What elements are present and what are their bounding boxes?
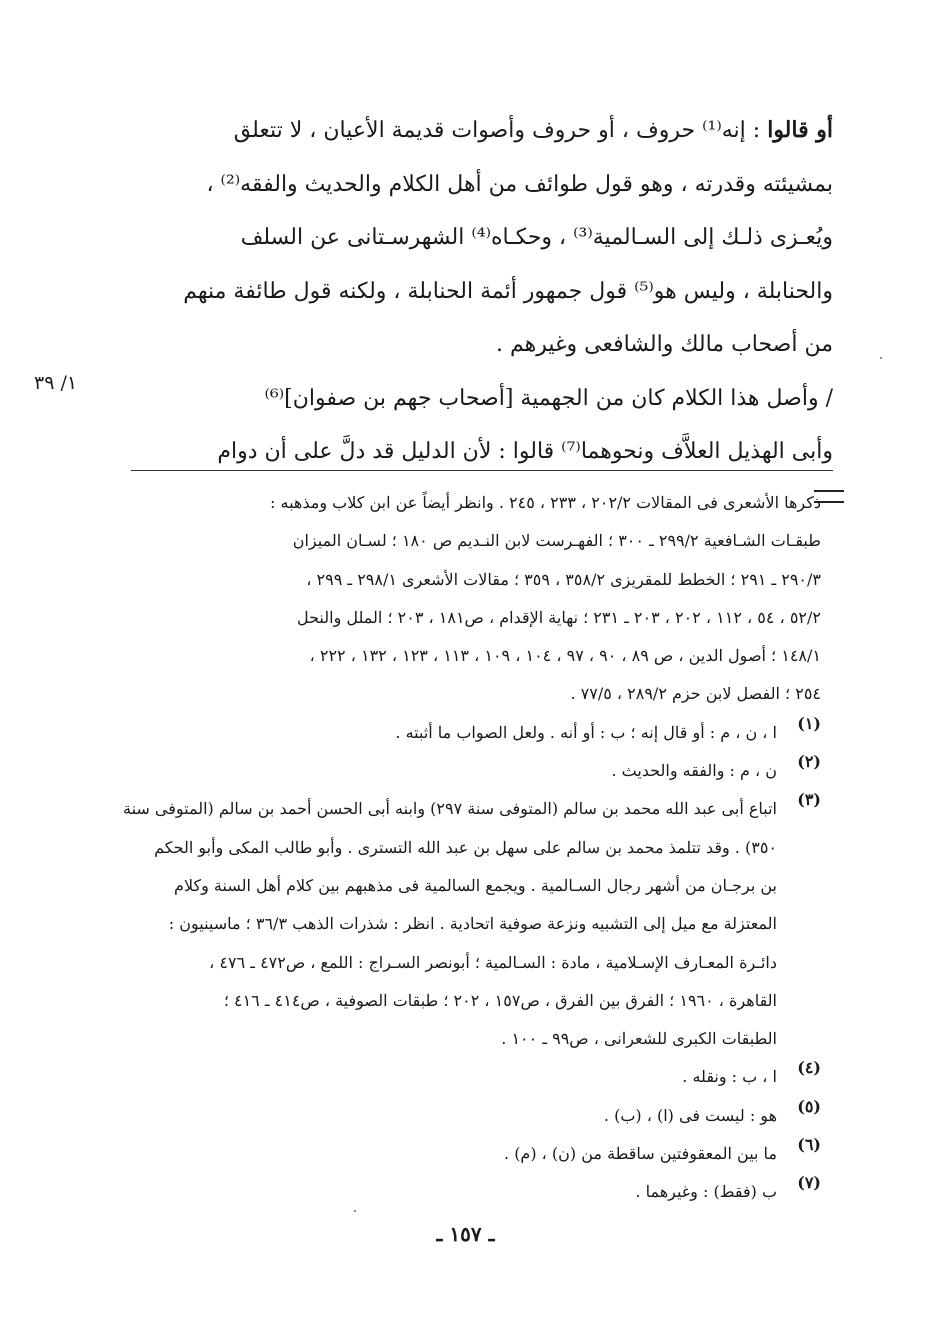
footnote-4 [131,1058,821,1096]
footnote-text: اتباع أبى عبد الله محمد بن سالم (المتوفى سنة ٢٩٧) وابنه أبى الحسن أحمد بن سالم (المتوفى سنة [122,799,777,819]
main-line: / وأصل هذا الكلام كان من الجهمية [أصحاب جهم بن صفوان]⁽⁶⁾ [264,385,833,411]
scan-speck [880,357,882,359]
main-line: من أصحاب مالك والشافعى وغيرهم . [495,332,833,357]
main-line: بمشيئته وقدرته ، وهو قول طوائف من أهل الكلام والحديث والفقه⁽²⁾ ، [206,171,833,197]
footnote-text: ا ، ن ، م : أو قال إنه ؛ ب : أو أنه . ولعل الصواب ما أثبته . [395,722,777,742]
footnote-text: ن ، م : والفقه والحديث . [611,761,777,781]
footnote-continuation-line: طبقـات الشـافعية ٢٩٩/٢ ـ ٣٠٠ ؛ الفهـرست لابن النـديم ص ١٨٠ ؛ لسـان الميزان [292,531,821,551]
footnote-continuation-line: ٥٢/٢ ، ٥٤ ، ١١٢ ، ٢٠٢ ، ٢٠٣ ـ ٢٣١ ؛ نهاية الإقدام ، ص١٨١ ، ٢٠٣ ؛ الملل والنحل [296,607,821,627]
footnote-text: القاهرة ، ١٩٦٠ ؛ الفرق بين الفرق ، ص١٥٧ ، ٢٠٢ ؛ طبقات الصوفية ، ص٤١٤ ـ ٤١٦ ؛ [223,990,777,1010]
footnote-number: (٢) [797,752,821,772]
footnote-7 [131,1173,821,1211]
footnote-number: (٣) [797,790,821,810]
footnote-number: (٥) [797,1096,821,1116]
footnote-continuation-line: ١٤٨/١ ؛ أصول الدين ، ص ٨٩ ، ٩٠ ، ٩٧ ، ١٠٤ ، ١٠٩ ، ١١٣ ، ١٢٣ ، ١٣٢ ، ٢٢٢ ، [309,646,821,666]
main-text [131,104,833,479]
footnote-text: بن برجـان من أشهر رجال السـالمية . ويجمع السالمية فى مذهبهم بين كلام أهل السنة وكلام [174,875,777,895]
footnote-divider [131,470,833,471]
lead-phrase: أو قالوا [767,117,833,143]
margin-reference: ١/ ٣٩ [34,372,78,394]
footnote-continuation-line: ذكرها الأشعرى فى المقالات ٢٠٢/٢ ، ٢٣٣ ، ٢٤٥ . وانظر أيضاً عن ابن كلاب ومذهبه : [270,493,821,512]
footnote-5 [131,1097,821,1135]
scan-speck [354,1210,356,1212]
footnote-3 [122,790,821,1058]
footnotes [122,484,821,1212]
footnote-text: ما بين المعقوفتين ساقطة من (ن) ، (م) . [504,1144,777,1164]
footnote-text: الطبقات الكبرى للشعرانى ، ص٩٩ ـ ١٠٠ . [501,1029,777,1049]
footnote-6 [131,1135,821,1173]
footnote-2 [131,752,821,790]
main-line: ويُعـزى ذلـك إلى السـالمية⁽³⁾ ، وحكـاه⁽⁴⁾ الشهرسـتانى عن السلف [240,225,833,250]
footnote-number: (٤) [797,1058,821,1078]
main-line: وأبى الهذيل العلاَّف ونحوهما⁽⁷⁾ قالوا : لأن الدليل قد دلَّ على أن دوام [217,439,833,464]
footnote-number: (١) [797,713,821,733]
footnote-text: دائـرة المعـارف الإسـلامية ، مادة : السـالمية ؛ أبونصر السـراج : اللمع ، ص٤٧٢ ـ ٤٧٦ ، [209,952,777,972]
footnote-continuation-line: ٢٩٠/٣ ـ ٢٩١ ؛ الخطط للمقريزى ٣٥٨/٢ ، ٣٥٩ ؛ مقالات الأشعرى ٢٩٨/١ ـ ٢٩٩ ، [306,569,821,589]
footnote-number: (٦) [797,1135,821,1155]
footnote-text: ٣٥٠) . وقد تتلمذ محمد بن سالم على سهل بن عبد الله التسترى . وأبو طالب المكى وأبو الحكم [154,837,777,857]
footnote-continuation-line: ٢٥٤ ؛ الفصل لابن حزم ٢٨٩/٢ ، ٧٧/٥ . [570,684,821,704]
main-line: والحنابلة ، وليس هو⁽⁵⁾ قول جمهور أئمة الحنابلة ، ولكنه قول طائفة منهم [183,278,833,304]
footnote-text: المعتزلة مع ميل إلى التشبيه ونزعة صوفية اتحادية . انظر : شذرات الذهب ٣٦/٣ ؛ ماسينيون : [168,914,777,934]
footnote-1 [131,714,821,752]
footnote-text: هو : ليست فى (ا) ، (ب) . [603,1105,777,1125]
footnote-number: (٧) [797,1173,821,1193]
footnote-text: ا ، ب : ونقله . [682,1067,777,1087]
page-number: ـ ١٥٧ ـ [436,1222,495,1246]
main-line: أو قالوا : إنه⁽¹⁾ حروف ، أو حروف وأصوات قديمة الأعيان ، لا تتعلق [233,117,833,143]
footnote-text: ب (فقط) : وغيرهما . [635,1182,777,1202]
